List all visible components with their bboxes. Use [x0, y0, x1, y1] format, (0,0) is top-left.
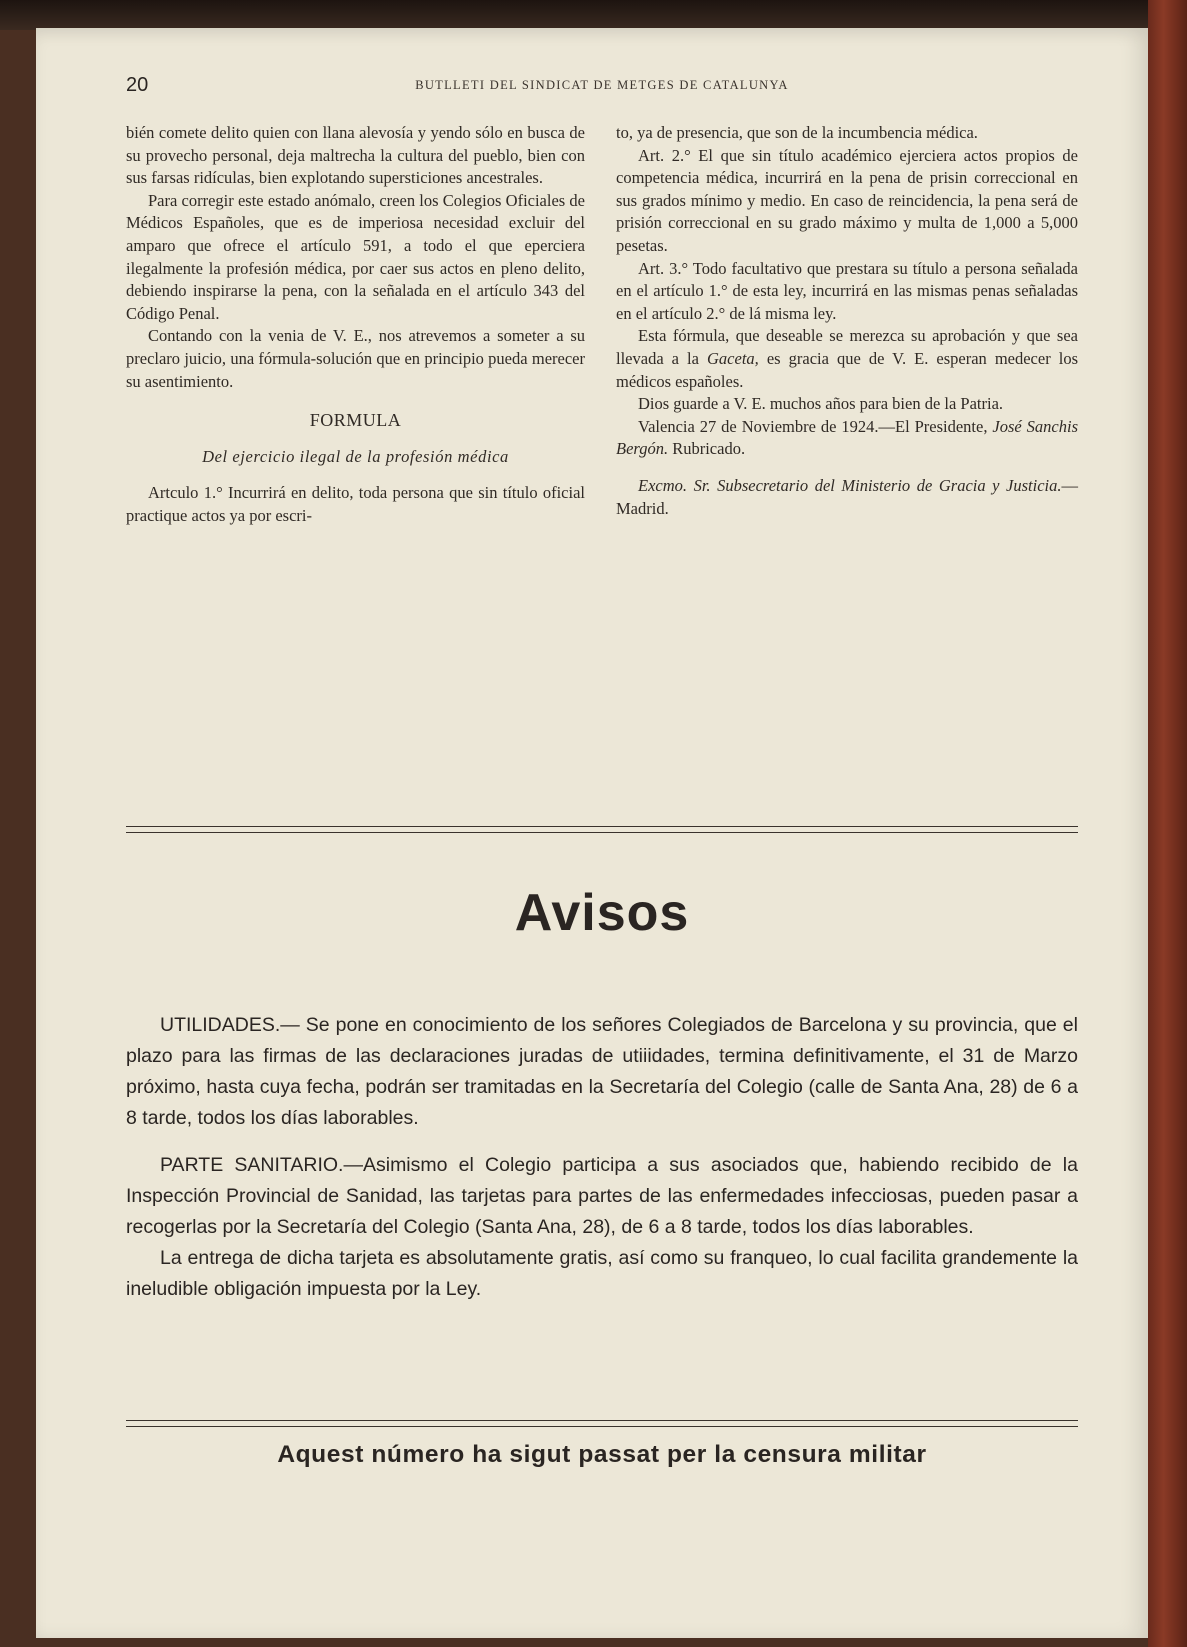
- notice-utilidades: UTILIDADES.— Se pone en conocimiento de los señores Colegiados de Barcelona y su provincia, que el plazo para las firmas de las declaraciones juradas de utiiidades, termina definitivamente, el 31 de Marzo próximo, hasta cuya fecha, podrán ser tramitadas en la Secretaría del Colegio (calle de Santa Ana, 28) de 6 a 8 tarde, todos los días laborables.: [126, 1014, 1078, 1129]
- addressee: [616, 475, 1078, 520]
- paragraph: bién comete delito quien con llana alevosía y yendo sólo en busca de su provecho personal, deja maltrecha la cultura del pueblo, bien con sus farsas ridículas, bien explotando supersticiones ancestrales.: [126, 123, 585, 188]
- footer-divider: [126, 1420, 1078, 1427]
- paragraph: Para corregir este estado anómalo, creen los Colegios Oficiales de Médicos Españoles, que es de imperiosa necesidad excluir del amparo que ofrece el artículo 591, a todo el que eperciera ilegalmente la profesión médica, por caer sus actos en pleno delito, debiendo inspirarse la pena, con la señalada en el artículo 343 del Código Penal.: [126, 190, 585, 323]
- formula-subheading: Del ejercicio ilegal de la profesión médica: [202, 446, 509, 466]
- book-binding-edge: [1148, 0, 1187, 1647]
- text-span: Esta fórmula, que deseable se merezca su aprobación y que sea llevada a la: [616, 326, 1078, 368]
- page-number: 20: [126, 74, 149, 96]
- formula-heading: FORMULA: [309, 410, 402, 431]
- right-column: [616, 122, 1078, 520]
- gazette-name: Gaceta,: [707, 348, 759, 368]
- text-span: Rubricado.: [672, 439, 746, 459]
- paragraph: Dios guarde a V. E. muchos años para bien de la Patria.: [638, 394, 1004, 414]
- text-span: Valencia 27 de Noviembre de 1924.—El Presidente,: [638, 416, 988, 436]
- section-divider: [126, 826, 1078, 833]
- addressee-title: Excmo. Sr. Subsecretario del Ministerio de Gracia y Justicia.: [638, 475, 1062, 495]
- text-span: es gracia que de V. E. esperan medecer los médicos españoles.: [616, 348, 1078, 391]
- avisos-body: [126, 1010, 1078, 1305]
- running-title: BUTLLETI DEL SINDICAT DE METGES DE CATALUNYA: [415, 78, 789, 92]
- signature-line: [616, 416, 1078, 461]
- paragraph: Contando con la venia de V. E., nos atrevemos a someter a su preclaro juicio, una fórmula-solución que en principio pueda merecer su asentimiento.: [126, 326, 585, 391]
- article-1: Artculo 1.° Incurrirá en delito, toda persona que sin título oficial practique actos ya por escri-: [126, 483, 585, 525]
- paragraph: to, ya de presencia, que son de la incumbencia médica.: [616, 123, 978, 142]
- page-header: [126, 74, 1078, 98]
- book-binding-top: [0, 0, 1187, 30]
- censorship-note: Aquest número ha sigut passat per la censura militar: [277, 1441, 927, 1468]
- avisos-heading: Avisos: [514, 884, 690, 942]
- text-span: —Madrid.: [616, 475, 1078, 518]
- notice-tarjeta: La entrega de dicha tarjeta es absolutamente gratis, así como su franqueo, lo cual facilita grandemente la ineludible obligación impuesta por la Ley.: [126, 1247, 1078, 1300]
- paragraph: [616, 325, 1078, 393]
- signer-name: José Sanchis Bergón.: [616, 416, 1078, 459]
- left-column: [126, 122, 585, 528]
- notice-parte-sanitario: PARTE SANITARIO.—Asimismo el Colegio participa a sus asociados que, habiendo recibido de la Inspección Provincial de Sanidad, las tarjetas para partes de las enfermedades infecciosas, pueden pasar a recogerlas por la Secretaría del Colegio (Santa Ana, 28), de 6 a 8 tarde, todos los días laborables.: [126, 1154, 1078, 1238]
- article-3: Art. 3.° Todo facultativo que prestara su título a persona señalada en el artículo 1.° de esta ley, incurrirá en las mismas penas señaladas en el artículo 2.° de lá misma ley.: [616, 258, 1078, 323]
- article-2: Art. 2.° El que sin título académico ejerciera actos propios de competencia médica, incurrirá en la pena de prisin correccional en sus grados mínimo y medio. En caso de reincidencia, la pena será de prisión correccional en su grado máximo y multa de 1,000 a 5,000 pesetas.: [616, 145, 1078, 255]
